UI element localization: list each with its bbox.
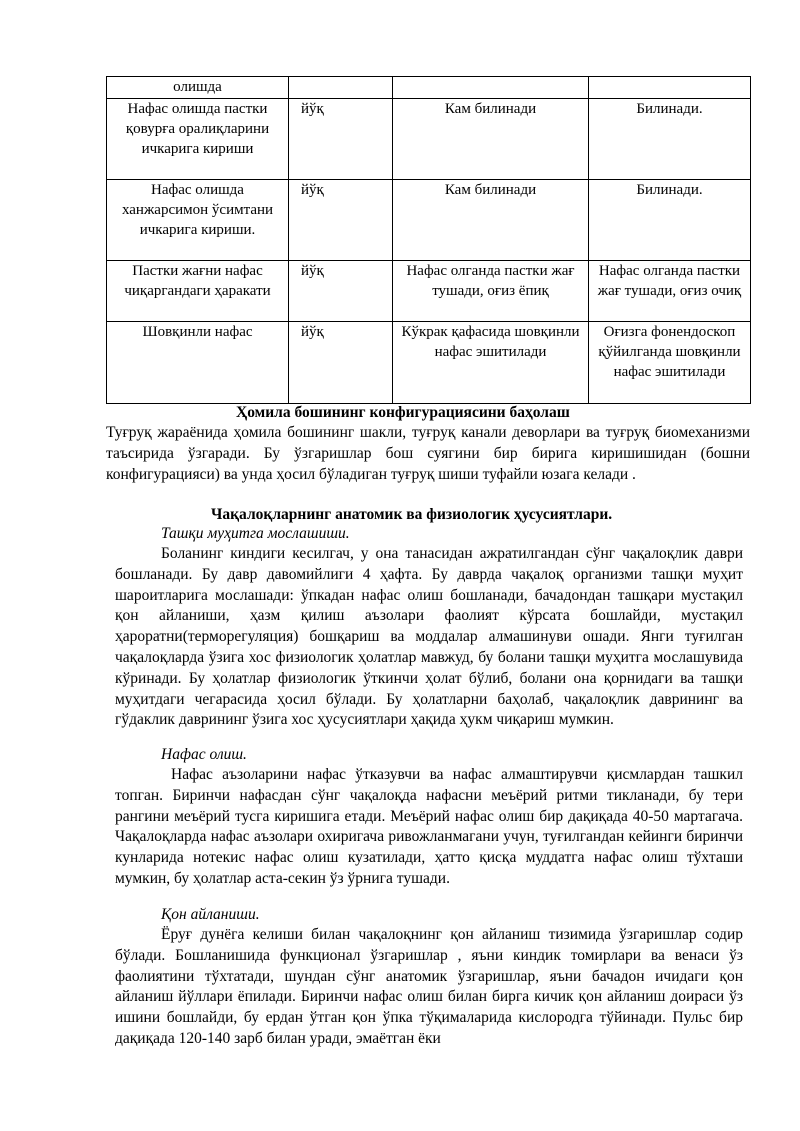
table-cell: йўқ	[289, 322, 393, 404]
table-cell: Шовқинли нафас	[107, 322, 289, 404]
subsection-title: Нафас олиш.	[161, 746, 247, 763]
table-cell: Кам билинади	[393, 180, 589, 261]
table-row	[107, 180, 751, 261]
table-cell: йўқ	[289, 180, 393, 261]
section-heading: Ҳомила бошининг конфигурациясини баҳолаш	[236, 404, 570, 421]
body-paragraph: Ёруғ дунёга келиши билан чақалоқнинг қон айланиш тизимида ўзгаришлар содир бўлади. Бошланишида функционал ўзгаришлар , яъни киндик томирлари ва венаси ўз фаолиятини тўхтатади, шундан сўнг анатомик ўзгаришлар, яъни бачадон ичидаги қон айланиш йўллари ёпилади. Биринчи нафас олиш билан бирга кичик қон айланиш доираси ўз ишини бошлайди, бу ердан ўтган қон ўпка тўқималарида кислородга тўйинади. Пульс бир дақиқада 120-140 зарб билан уради, эмаётган ёки	[115, 926, 743, 1047]
table-cell: Оғизга фонендоскоп қўйилганда шовқинли нафас эшитилади	[589, 322, 751, 404]
table-cell: Нафас олганда пастки жағ тушади, оғиз ёпиқ	[393, 261, 589, 322]
body-paragraph: Боланинг киндиги кесилгач, у она танасидан ажратилгандан сўнг чақалоқлик даври бошланади. Бу давр давомийлиги 4 ҳафта. Бу даврда чақалоқ организми ташқи муҳит шароитларига мослашади: ўпкадан нафас олиш бошланади, бачадондан ташқари мустақил қон айланиши, ҳазм қилиш аъзолари фаолият кўрсата бошлайди, мустақил ҳароратни(терморегуляция) бошқариш ва моддалар алмашинуви ошади. Янги туғилган чақалоқларда ўзига хос физиологик ҳолатлар мавжуд, бу болани ташқи муҳитга мослашувида кўринади. Бу ҳолатлар физиологик ўткинчи ҳолат бўлиб, болани она қорнидаги ва ташқи муҳитдаги чегарасида ҳосил бўлади. Бу ҳолатларни баҳолаб, чақалоқлик даврининг ва гўдаклик даврининг ўзига хос ҳусусиятлари ҳақида ҳукм чиқариш мумкин.	[115, 545, 743, 729]
table-cell	[589, 77, 751, 99]
table-row	[107, 99, 751, 180]
table-row	[107, 261, 751, 322]
table-cell	[393, 77, 589, 99]
table-cell: йўқ	[289, 261, 393, 322]
table-row	[107, 322, 751, 404]
table-cell: Пастки жағни нафас чиқаргандаги ҳаракати	[107, 261, 289, 322]
table-cell: Нафас олишда пастки қовурға оралиқларини ичкарига кириши	[107, 99, 289, 180]
table-row	[107, 77, 751, 99]
section-heading: Чақалоқларнинг анатомик ва физиологик ҳусусиятлари.	[211, 506, 613, 523]
body-paragraph: Нафас аъзоларини нафас ўтказувчи ва нафас алмаштирувчи қисмлардан ташкил топган. Биринчи нафасдан сўнг чақалоқда нафасни меъёрий ритми тикланади, бу тери рангини меъёрий тусга киришига етади. Меъёрий нафас олиш бир дақиқада 40-50 мартагача. Чақалоқларда нафас аъзолари охиригача ривожланмагани учун, туғилгандан кейинги биринчи кунларида нотекис нафас олиш кузатилади, ҳатто қисқа муддатга нафас олиш тўхташи мумкин, бу ҳолатлар аста-секин ўз ўрнига тушади.	[115, 766, 743, 887]
table-cell: Билинади.	[589, 99, 751, 180]
table-cell: Кам билинади	[393, 99, 589, 180]
table-cell: олишда	[107, 77, 289, 99]
table-cell	[289, 77, 393, 99]
comparison-table	[106, 76, 751, 404]
table-cell: Нафас олишда ханжарсимон ўсимтани ичкарига кириши.	[107, 180, 289, 261]
table-cell: Нафас олганда пастки жағ тушади, оғиз очиқ	[589, 261, 751, 322]
subsection-title: Ташқи муҳитга мослашиши.	[161, 525, 350, 542]
table-cell: йўқ	[289, 99, 393, 180]
table-cell: Кўкрак қафасида шовқинли нафас эшитилади	[393, 322, 589, 404]
subsection-title: Қон айланиши.	[161, 906, 260, 923]
table-cell: Билинади.	[589, 180, 751, 261]
body-paragraph: Туғруқ жараёнида ҳомила бошининг шакли, туғруқ канали деворлари ва туғруқ биомеханизми таъсирида ўзгаради. Бу ўзгаришлар бош суягини бир бирига киришишидан (бошни конфигурацияси) ва унда ҳосил бўладиган туғруқ шиши туфайли юзага келади .	[106, 424, 750, 483]
